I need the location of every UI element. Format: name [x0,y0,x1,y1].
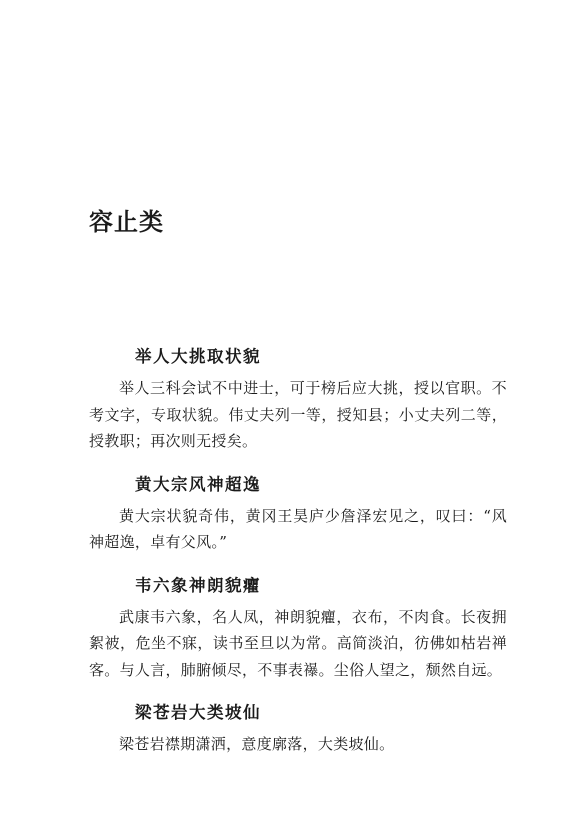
entry [89,699,507,758]
entry-list [89,343,507,774]
entry-body: 武康韦六象，名人凤，神朗貌癯，衣布，不肉食。长夜拥絮被，危坐不寐，读书至旦以为常。高简淡泊，彷佛如枯岩禅客。与人言，肺腑倾尽，不事表襮。尘俗人望之，颓然自远。 [89,607,507,679]
entry [89,572,507,684]
entry-body: 梁苍岩襟期潇洒，意度廓落，大类坡仙。 [119,735,395,753]
entry-title: 韦六象神朗貌癯 [135,575,261,595]
entry-title: 举人大挑取状貌 [135,347,261,366]
entry-body: 黄大宗状貌奇伟，黄冈王昊庐少詹泽宏见之，叹曰：“风神超逸，卓有父风。” [89,506,507,551]
entry-title: 梁苍岩大类坡仙 [135,703,261,722]
entry [89,471,507,556]
entry [89,343,507,455]
entry-title: 黄大宗风神超逸 [135,474,261,494]
entry-body: 举人三科会试不中进士，可于榜后应大挑，授以官职。不考文字，专取状貌。伟丈夫列一等，授知县；小丈夫列二等，授教职；再次则无授矣。 [89,379,507,450]
section-title: 容止类 [89,207,164,236]
